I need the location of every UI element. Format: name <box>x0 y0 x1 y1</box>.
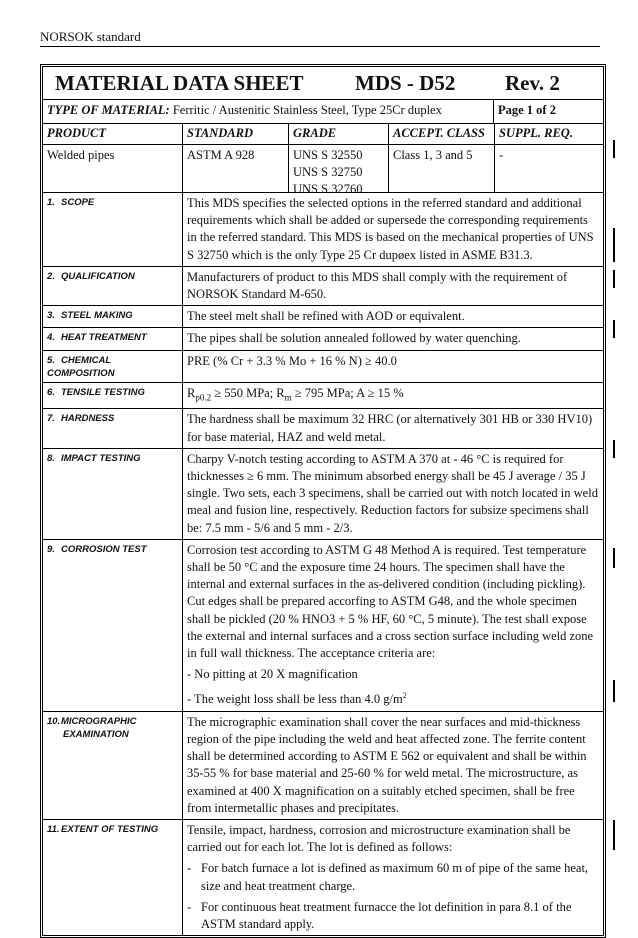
section-heat-treatment <box>43 328 603 350</box>
section-label: 4. HEAT TREATMENT <box>43 328 183 349</box>
section-qualification <box>43 267 603 306</box>
section-label: 8. IMPACT TESTING <box>43 449 183 539</box>
revision-mark <box>613 440 615 458</box>
type-of-material <box>43 100 494 123</box>
section-chemical-composition <box>43 351 603 383</box>
section-steel-making <box>43 306 603 328</box>
sheet-title: MATERIAL DATA SHEET <box>55 70 304 95</box>
section-extent-of-testing <box>43 820 603 935</box>
section-impact-testing <box>43 449 603 540</box>
section-label: 2. QUALIFICATION <box>43 267 183 305</box>
section-label: 11.EXTENT OF TESTING <box>43 820 183 935</box>
section-scope <box>43 193 603 267</box>
document-header: NORSOK standard <box>40 29 141 44</box>
section-label: 3. STEEL MAKING <box>43 306 183 327</box>
section-text: The micrographic examination shall cover the near surfaces and mid-thickness region of the pipe including the weld and heat affected zone. The ferrite content shall be determined according to ASTM E 562 or equivalent and shall be within 35-55 % for base material and 25-60 % for weld metal. The microstructure, as examined at 400 X magnification on a suitably etched specimen, shall be free from intermetallic phases and precipitates. <box>187 714 587 815</box>
type-value: Ferritic / Austenitic Stainless Steel, Type 25Cr duplex <box>172 103 442 117</box>
col-product: PRODUCT <box>43 124 183 144</box>
page-number: Page 1 of 2 <box>498 103 556 117</box>
section-label: 9. CORROSION TEST <box>43 540 183 711</box>
section-text: The steel melt shall be refined with AOD or equivalent. <box>187 309 465 324</box>
standard-value: ASTM A 928 <box>183 145 289 192</box>
section-hardness <box>43 409 603 448</box>
type-label: TYPE OF MATERIAL: <box>47 103 170 117</box>
title-row <box>43 67 603 100</box>
section-text: $R_{p0.2} \ge 550$ MPa; $R_m \ge 795$ MPa; A ≥ 15 % <box>187 385 404 403</box>
grade-item: UNS S 32760 <box>293 182 363 196</box>
extent-paragraph: Tensile, impact, hardness, corrosion and microstructure examination shall be carried out for each lot. The lot is defined as follows: <box>187 822 571 855</box>
section-label: 10.MICROGRAPHIC EXAMINATION <box>43 712 183 819</box>
section-label: 1. SCOPE <box>43 193 183 266</box>
revision-mark <box>613 820 615 850</box>
grade-item: UNS S 32750 <box>293 165 363 179</box>
revision-mark <box>613 548 615 568</box>
suppl-req-value: - <box>499 148 504 162</box>
section-text: Manufacturers of product to this MDS shall comply with the requirement of NORSOK Standard M-650. <box>187 269 568 302</box>
grade-item: UNS S 32550 <box>293 148 363 162</box>
header-rule <box>40 46 600 47</box>
section-micrographic-examination <box>43 712 603 820</box>
revision-mark <box>613 320 615 338</box>
lot-item: - For batch furnace a lot is defined as maximum 60 m of pipe of the same heat, size and heat treatment charge. <box>187 861 589 893</box>
revision-mark <box>613 228 615 262</box>
accept-class-value: Class 1, 3 and 5 <box>389 145 495 192</box>
revision-mark <box>613 680 615 702</box>
section-label: 5. CHEMICAL COMPOSITION <box>43 351 183 382</box>
col-standard: STANDARD <box>183 124 289 144</box>
section-text: The hardness shall be maximum 32 HRC (or alternatively 301 HB or 330 HV10) for base material, HAZ and weld metal. <box>187 412 593 444</box>
section-text: This MDS specifies the selected options in the referred standard and additional requirements which shall be added or supersede the corresponding requirements in the referred standard. This MDS is based on the mechanical properties of UNS S 32750 which is the only Type 25 Cr dupøex listed in ASME B31.3. <box>187 196 594 262</box>
section-label: 6. TENSILE TESTING <box>43 383 183 409</box>
section-tensile-testing <box>43 383 603 410</box>
section-text <box>183 820 603 935</box>
grade-values <box>289 145 389 196</box>
criteria-item: - The weight loss shall be less than 4.0 $g/m^2$ <box>187 691 407 707</box>
section-text: The pipes shall be solution annealed followed by water quenching. <box>187 331 521 346</box>
section-text: PRE (% Cr + 3.3 % Mo + 16 % N) ≥ 40.0 <box>187 353 397 368</box>
corrosion-paragraph: Corrosion test according to ASTM G 48 Method A is required. Test temperature shall be 50 °C and the exposure time 24 hours. The specimen shall have the internal and external surfaces in the as-delivered condition (including pickling). Cut edges shall be prepared accorfing to ASTM G48, and the whole specimen shall be pickled (20 % HNO3 + 5 % HF, 60 °C, 5 minute). The test shall expose the external and internal surfaces and a cross section surface including weld zone in full wall thickness. The acceptance criteria are: <box>187 542 594 660</box>
criteria-item: - No pitting at 20 X magnification <box>187 667 358 682</box>
revision-mark <box>613 140 615 158</box>
col-suppl-req: SUPPL. REQ. <box>499 126 573 140</box>
material-data-sheet <box>40 64 606 938</box>
column-header-row <box>43 124 603 145</box>
section-corrosion-test <box>43 540 603 712</box>
product-value: Welded pipes <box>43 145 183 192</box>
section-text <box>183 540 603 711</box>
section-text: Charpy V-notch testing according to ASTM A 370 at - 46 °C is required for thicknesses ≥ 6 mm. The minimum absorbed energy shall be 45 J average / 35 J single. Two sets, each 3 specimens, shall be carried out with notch located in weld meal and fusion line, respectively. Reduction factors for subsize specimens shall be: 7.5 mm - 5/6 and 5 mm - 2/3. <box>187 451 598 535</box>
col-accept-class: ACCEPT. CLASS <box>389 124 495 144</box>
lot-item: - For continuous heat treatment furnacce the lot definition in para 8.1 of the ASTM standard apply. <box>187 899 572 931</box>
product-row <box>43 145 603 196</box>
type-row <box>43 100 603 124</box>
sheet-revision: Rev. 2 <box>505 70 560 95</box>
col-grade: GRADE <box>289 124 389 144</box>
sheet-code: MDS - D52 <box>355 70 456 95</box>
revision-mark <box>613 270 615 288</box>
section-label: 7. HARDNESS <box>43 409 183 447</box>
